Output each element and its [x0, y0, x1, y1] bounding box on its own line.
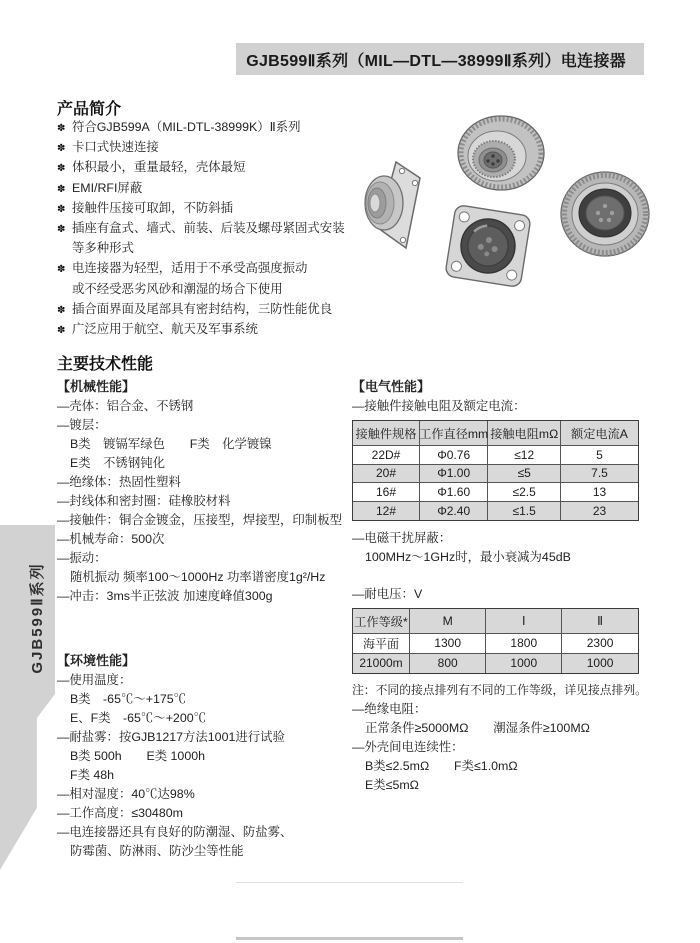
mechanical-specs-title: 【机械性能】	[57, 379, 136, 394]
list-item: ✽ 卡口式快速连接	[57, 137, 367, 157]
asterisk-bullet-icon: ✽	[57, 163, 66, 175]
spec-line: 防霉菌、防淋雨、防沙尘等性能	[70, 844, 244, 858]
square-flange-receptacle-front-photo	[442, 198, 534, 294]
asterisk-bullet-icon: ✽	[57, 304, 66, 316]
table-cell: 20#	[353, 465, 420, 484]
spec-line: —外壳间电连续性：	[352, 740, 464, 754]
spec-line: —耐电压：V	[352, 587, 423, 601]
list-item: ✽ 符合GJB599A（MIL-DTL-38999K）Ⅱ系列	[57, 117, 367, 137]
table-header-cell: Ⅰ	[486, 609, 562, 634]
spec-line: E、F类 -65℃～+200℃	[70, 711, 206, 725]
spec-line: —冲击：3ms半正弦波 加速度峰值300g	[57, 589, 273, 603]
table-cell: 800	[410, 654, 486, 674]
table-cell: 22D#	[353, 446, 420, 465]
spec-line: B类≤2.5mΩ F类≤1.0mΩ	[365, 759, 518, 773]
square-flange-connector-side-photo	[360, 158, 426, 253]
table-note: 注：不同的接点排列有不同的工作等级，详见接点排列。	[352, 683, 647, 697]
asterisk-bullet-icon: ✽	[57, 203, 66, 215]
electrical-specs-title: 【电气性能】	[352, 379, 431, 394]
list-item: ✽ 电连接器为轻型，适用于不承受高强度振动	[57, 258, 367, 278]
table-header-cell: 接触件规格	[353, 421, 420, 446]
spec-line: B类 500h E类 1000h	[70, 749, 205, 763]
table-cell: 7.5	[561, 465, 638, 484]
title-bar	[236, 43, 644, 75]
table-cell: ≤5	[488, 465, 561, 484]
asterisk-bullet-icon: ✽	[57, 324, 66, 336]
table-cell: 1300	[410, 634, 486, 654]
table-header-cell: 工作直径mm	[420, 421, 488, 446]
asterisk-bullet-icon: ✽	[57, 123, 66, 134]
spec-line: 正常条件≥5000MΩ 潮湿条件≥100MΩ	[365, 721, 590, 735]
table-cell: 12#	[353, 502, 420, 521]
table-cell: 1800	[486, 634, 562, 654]
table-cell: Φ0.76	[420, 446, 488, 465]
table-cell: Φ1.60	[420, 483, 488, 502]
environmental-specs-section	[57, 651, 349, 861]
table-cell: 16#	[353, 483, 420, 502]
spec-line: —电磁干扰屏蔽：	[352, 531, 452, 545]
spec-line: B类 -65℃～+175℃	[70, 692, 187, 706]
table-cell: Φ2.40	[420, 502, 488, 521]
electrical-specs-section	[352, 377, 647, 795]
withstand-voltage-table	[352, 608, 639, 674]
table-cell: 21000m	[353, 654, 410, 674]
spec-line: —机械寿命：500次	[57, 532, 165, 546]
asterisk-bullet-icon: ✽	[57, 264, 66, 276]
spec-line: 100MHz～1GHz时，最小衰减为45dB	[365, 550, 571, 564]
table-header-cell: 工作等级*	[353, 609, 410, 634]
list-item-continuation: 或不经受恶劣风砂和潮湿的场合下使用	[72, 281, 283, 296]
spec-line: B类 镀镉军绿色 F类 化学镀镍	[70, 437, 272, 451]
table-cell: ≤1.5	[488, 502, 561, 521]
table-cell: 23	[561, 502, 638, 521]
list-item: ✽ 体积最小，重量最轻，壳体最短	[57, 157, 367, 177]
table-header-cell: 接触电阻mΩ	[488, 421, 561, 446]
table-header-cell: Ⅱ	[562, 609, 638, 634]
spec-line: E类≤5mΩ	[365, 778, 419, 792]
spec-line: 随机振动 频率100～1000Hz 功率谱密度1g²/Hz	[70, 570, 326, 584]
spec-line: —接触件：铜合金镀金，压接型，焊接型，印制板型	[57, 513, 342, 527]
spec-line: —接触件接触电阻及额定电流：	[352, 399, 526, 413]
list-item: ✽ 广泛应用于航空、航天及军事系统	[57, 319, 367, 339]
spec-line: —使用温度：	[57, 673, 132, 687]
tech-heading: 主要技术性能	[57, 356, 154, 373]
connector-photos	[352, 106, 657, 336]
table-cell: 1000	[562, 654, 638, 674]
list-item: ✽ EMI/RFI屏蔽	[57, 178, 367, 198]
table-cell: ≤2.5	[488, 483, 561, 502]
list-item-continuation: 等多种形式	[72, 241, 134, 256]
spec-line: —工作高度：≤30480m	[57, 806, 183, 820]
table-cell: 1000	[486, 654, 562, 674]
spec-line: —封线体和密封圈：硅橡胶材料	[57, 494, 231, 508]
table-cell: Φ1.00	[420, 465, 488, 484]
asterisk-bullet-icon: ✽	[57, 143, 66, 155]
plug-connector-angled-photo	[455, 112, 547, 196]
knurled-plug-front-photo	[558, 168, 652, 260]
series-sidebar-label: GJB599Ⅱ系列	[29, 562, 46, 674]
spec-line: —壳体：铝合金、不锈钢	[57, 399, 194, 413]
asterisk-bullet-icon: ✽	[57, 183, 66, 195]
intro-heading: 产品简介	[57, 101, 122, 118]
spec-line: —相对湿度：40℃达98%	[57, 787, 195, 801]
spec-line: —绝缘电阻：	[352, 702, 427, 716]
spec-line: —镀层：	[57, 418, 107, 432]
spec-line: —振动：	[57, 551, 107, 565]
mechanical-specs-section	[57, 377, 349, 606]
footer-rule-dark	[236, 937, 463, 940]
table-cell: 海平面	[353, 634, 410, 654]
spec-line: E类 不锈钢钝化	[70, 456, 165, 470]
table-cell: 5	[561, 446, 638, 465]
intro-bullet-list	[57, 117, 367, 339]
spec-line: —绝缘体：热固性塑料	[57, 475, 181, 489]
list-item: ✽ 接触件压接可取卸，不防斜插	[57, 198, 367, 218]
table-cell: 13	[561, 483, 638, 502]
spec-line: F类 48h	[70, 768, 115, 782]
footer-rule-light	[236, 882, 463, 883]
table-cell: ≤12	[488, 446, 561, 465]
list-item: ✽ 插合面界面及尾部具有密封结构，三防性能优良	[57, 299, 367, 319]
asterisk-bullet-icon: ✽	[57, 223, 66, 235]
spec-line: —电连接器还具有良好的防潮湿、防盐雾、	[57, 825, 293, 839]
page-title: GJB599Ⅱ系列（MIL—DTL—38999Ⅱ系列）电连接器	[246, 52, 626, 70]
contact-resistance-table	[352, 420, 639, 521]
table-header-cell: 额定电流A	[561, 421, 638, 446]
list-item: ✽ 插座有盒式、墙式、前装、后装及螺母紧固式安装	[57, 218, 367, 238]
spec-line: —耐盐雾：按GJB1217方法1001进行试验	[57, 730, 285, 744]
environmental-specs-title: 【环境性能】	[57, 653, 136, 668]
table-header-cell: M	[410, 609, 486, 634]
table-cell: 2300	[562, 634, 638, 654]
